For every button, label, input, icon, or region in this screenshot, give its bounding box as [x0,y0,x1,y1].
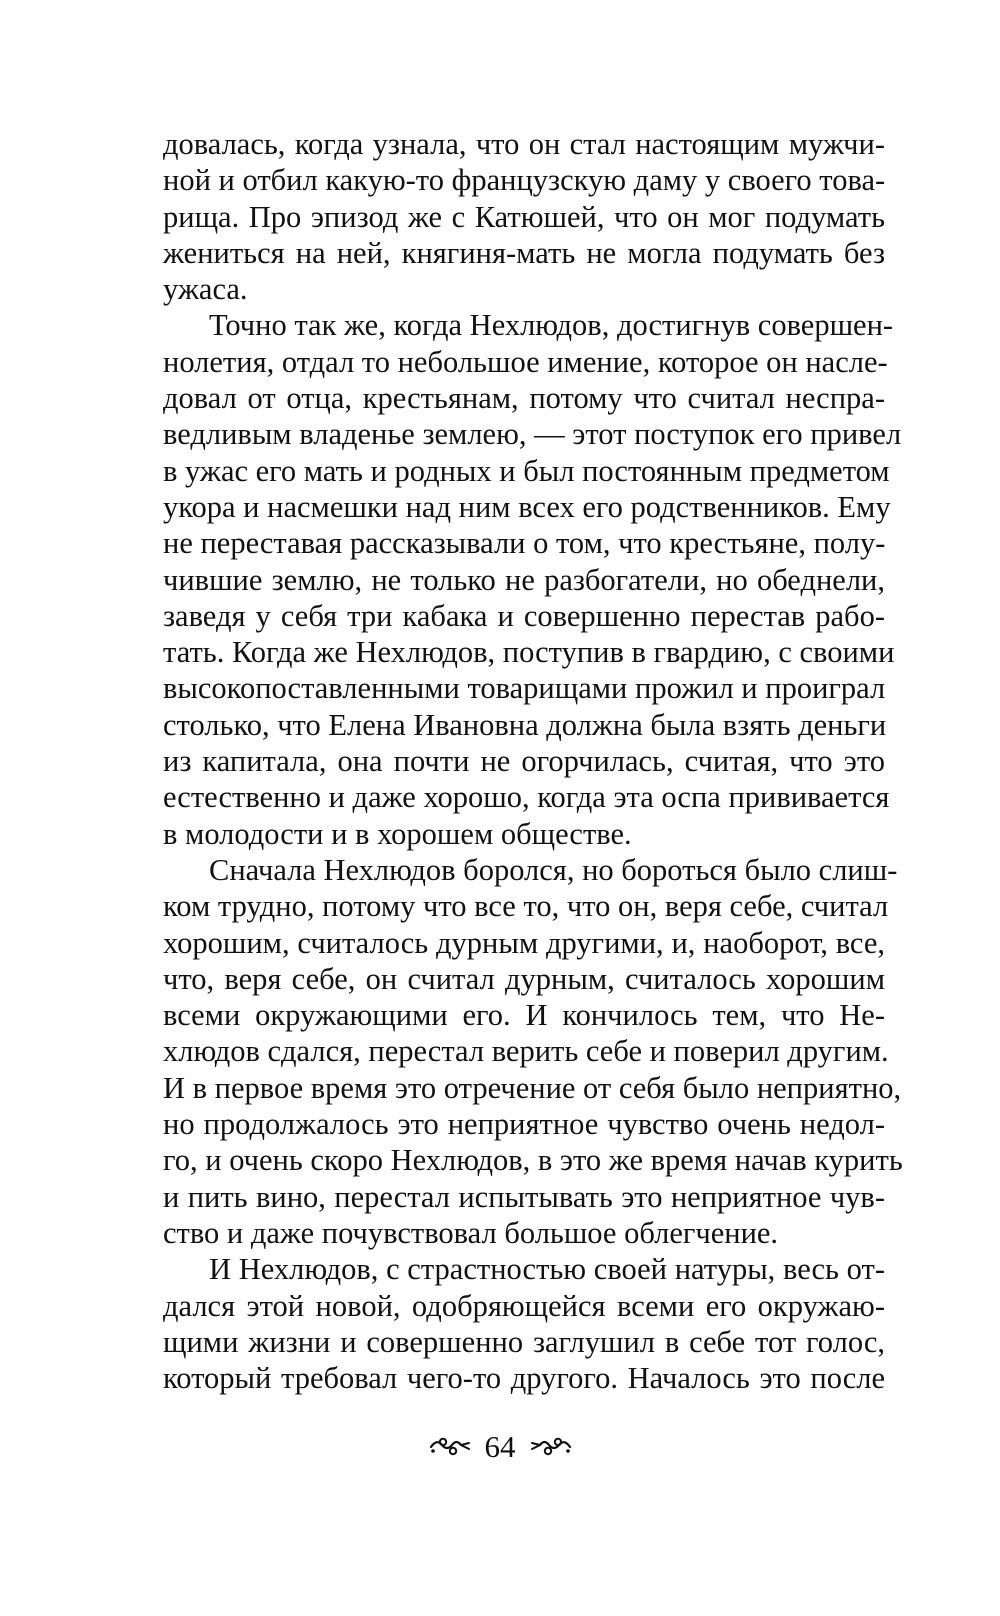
text-line: Точно так же, когда Нехлюдов, достигнув совершен- [209,308,894,343]
text-line: тать. Когда же Нехлюдов, поступив в гвардию, с своими [163,635,895,670]
text-line: который требовал чего-то другого. Началось это после [163,1361,885,1396]
right-ornament-icon [528,1433,574,1461]
text-line: заведя у себя три кабака и совершенно перестав рабо- [163,598,885,633]
text-line: в молодости и в хорошем обществе. [163,816,632,851]
text-line: дался этой новой, одобряющейся всеми его окружаю- [163,1288,885,1323]
text-line: столько, что Елена Ивановна должна была взять деньги [163,707,887,742]
text-line: хорошим, считалось дурным другими, и, наоборот, все, [163,925,885,960]
text-line: всеми окружающими его. И кончилось тем, что Не- [163,998,885,1033]
text-line: И в первое время это отречение от себя было неприятно, [163,1070,902,1105]
text-line: жениться на ней, княгиня-мать не могла подумать без [163,235,885,270]
left-ornament-icon [427,1433,473,1461]
text-line: И Нехлюдов, с страстностью своей натуры, весь от- [209,1252,885,1287]
text-line: ведливым владенье землею, — этот поступок его привел [163,417,902,452]
text-line: рища. Про эпизод же с Катюшей, что он мог подумать [163,199,885,234]
text-line: нолетия, отдал то небольшое имение, которое он насле- [163,344,888,379]
text-line: что, веря себе, он считал дурным, считалось хорошим [163,961,885,996]
text-line: в ужас его мать и родных и был постоянным предметом [163,453,890,488]
text-line: ком трудно, потому что все то, что он, веря себе, считал [163,889,889,924]
text-line: ной и отбил какую-то французскую даму у своего това- [163,163,886,198]
text-line: хлюдов сдался, перестал верить себе и поверил другим. [163,1034,889,1069]
page-footer [0,1422,1000,1472]
text-line: из капитала, она почти не огорчилась, считая, что это [163,744,885,779]
text-line: ужаса. [163,272,248,307]
text-line: ство и даже почувствовал большое облегчение. [163,1215,779,1250]
text-line: высокопоставленными товарищами прожил и проиграл [163,671,886,706]
text-line: и пить вино, перестал испытывать это неприятное чув- [163,1179,885,1214]
text-line: щими жизни и совершенно заглушил в себе тот голос, [163,1324,885,1359]
text-line: естественно и даже хорошо, когда эта оспа прививается [163,780,890,815]
text-line: Сначала Нехлюдов боролся, но бороться было слиш- [209,852,898,887]
text-line: чившие землю, не только не разбогатели, но обеднели, [163,562,885,597]
text-line: но продолжалось это неприятное чувство очень недол- [163,1107,885,1142]
body-text [163,126,903,1396]
text-line: довалась, когда узнала, что он стал настоящим мужчи- [163,127,885,161]
text-line: го, и очень скоро Нехлюдов, в это же время начав курить [163,1143,903,1178]
text-line: не переставая рассказывали о том, что крестьяне, полу- [163,526,886,561]
text-line: довал от отца, крестьянам, потому что считал неспра- [163,381,885,416]
page-number: 64 [484,1429,516,1464]
text-line: укора и насмешки над ним всех его родственников. Ему [163,489,891,524]
